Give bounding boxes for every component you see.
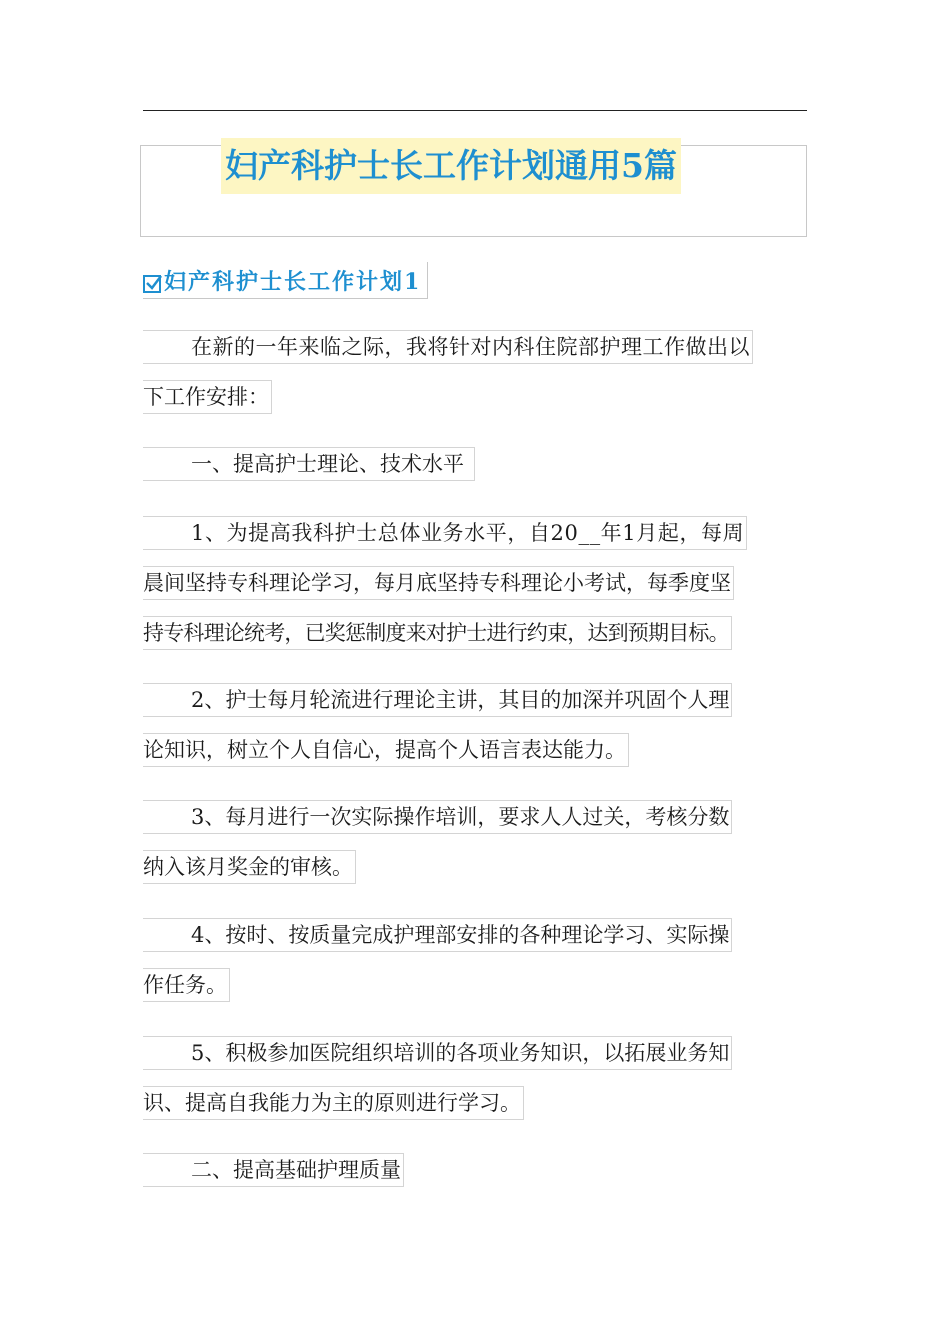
text-line: 2、护士每月轮流进行理论主讲，其目的加深并巩固个人理 — [143, 683, 732, 717]
top-rule — [143, 110, 807, 111]
paragraph — [143, 800, 732, 900]
text-line: 在新的一年来临之际，我将针对内科住院部护理工作做出以 — [143, 330, 753, 364]
text-line: 1、为提高我科护士总体业务水平，自20__年1月起，每周 — [143, 516, 747, 550]
text-line: 晨间坚持专科理论学习，每月底坚持专科理论小考试，每季度坚 — [143, 566, 734, 600]
paragraph — [143, 447, 475, 497]
checkbox-icon — [143, 275, 161, 293]
text-line: 作任务。 — [143, 968, 230, 1002]
section-heading-text: 妇产科护士长工作计划1 — [164, 268, 422, 295]
paragraph — [143, 1036, 732, 1136]
paragraph — [143, 330, 753, 430]
paragraph — [143, 516, 747, 666]
paragraph — [143, 1153, 404, 1203]
text-line: 持专科理论统考，已奖惩制度来对护士进行约束，达到预期目标。 — [143, 616, 732, 650]
text-line: 二、提高基础护理质量 — [143, 1153, 404, 1187]
text-line: 一、提高护士理论、技术水平 — [143, 447, 475, 481]
document-title: 妇产科护士长工作计划通用5篇 — [221, 138, 681, 194]
text-line: 纳入该月奖金的审核。 — [143, 850, 356, 884]
text-line: 下工作安排： — [143, 380, 272, 414]
text-line: 3、每月进行一次实际操作培训，要求人人过关，考核分数 — [143, 800, 732, 834]
text-line: 论知识，树立个人自信心，提高个人语言表达能力。 — [143, 733, 629, 767]
text-line: 5、积极参加医院组织培训的各项业务知识，以拓展业务知 — [143, 1036, 732, 1070]
paragraph — [143, 918, 732, 1018]
text-line: 4、按时、按质量完成护理部安排的各种理论学习、实际操 — [143, 918, 732, 952]
section-heading — [143, 262, 428, 299]
paragraph — [143, 683, 732, 783]
text-line: 识、提高自我能力为主的原则进行学习。 — [143, 1086, 524, 1120]
